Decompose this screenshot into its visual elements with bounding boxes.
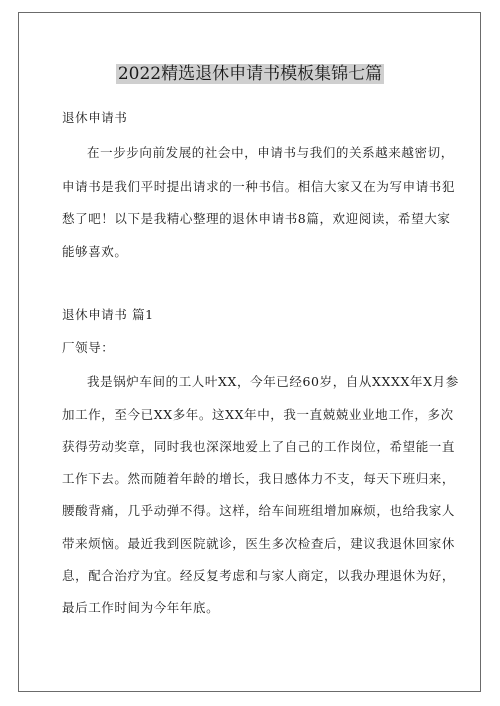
document-title-text: 2022精选退休申请书模板集锦七篇 xyxy=(117,64,383,84)
intro-paragraph-line-2: 申请书是我们平时提出请求的一种书信。相信大家又在为写申请书犯 xyxy=(62,179,456,194)
intro-paragraph-line-1: 在一步步向前发展的社会中，申请书与我们的关系越来越密切， xyxy=(87,145,454,160)
body-paragraph-line-6: 带来烦恼。最近我到医院就诊，医生多次检查后，建议我退休回家休 xyxy=(62,536,456,551)
salutation: 厂领导： xyxy=(62,340,115,355)
body-paragraph-line-5: 腰酸背痛，几乎动弹不得。这样，给车间班组增加麻烦，也给我家人 xyxy=(62,503,456,518)
intro-paragraph-line-4: 能够喜欢。 xyxy=(62,244,128,259)
part1-heading: 退休申请书 篇1 xyxy=(62,307,154,322)
body-paragraph-line-2: 加工作，至今已XX多年。这XX年中，我一直兢兢业业地工作，多次 xyxy=(62,407,454,422)
document-title xyxy=(0,63,500,85)
intro-paragraph-line-3: 愁了吧！以下是我精心整理的退休申请书8篇，欢迎阅读，希望大家 xyxy=(62,211,451,226)
section-heading: 退休申请书 xyxy=(62,110,128,125)
body-paragraph-line-4: 工作下去。然而随着年龄的增长，我日感体力不支，每天下班归来， xyxy=(62,471,456,486)
body-paragraph-line-8: 最后工作时间为今年年底。 xyxy=(62,600,220,615)
body-paragraph-line-7: 息，配合治疗为宜。经反复考虑和与家人商定，以我办理退休为好， xyxy=(62,568,456,583)
body-paragraph-line-1: 我是锅炉车间的工人叶XX，今年已经60岁，自从XXXX年X月参 xyxy=(87,374,459,389)
body-paragraph-line-3: 获得劳动奖章，同时我也深深地爱上了自己的工作岗位，希望能一直 xyxy=(62,439,456,454)
